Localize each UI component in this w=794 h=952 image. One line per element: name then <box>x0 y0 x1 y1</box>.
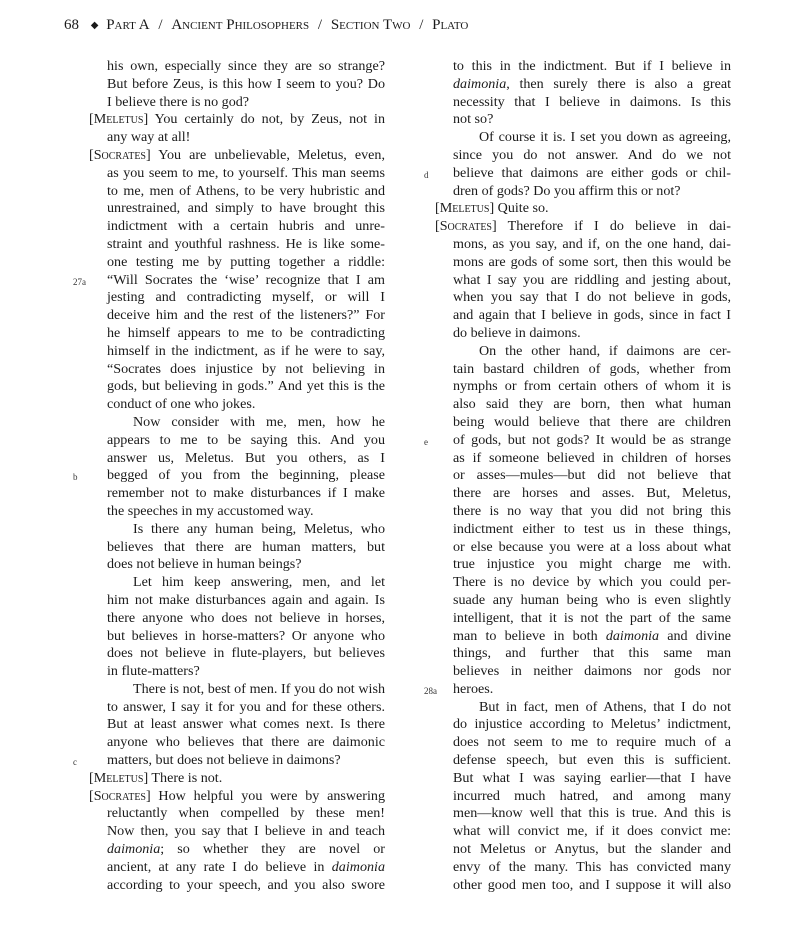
text-line <box>435 378 731 396</box>
line-text: jesting and contradicting myself, or will I <box>107 289 385 306</box>
text-line <box>73 271 385 290</box>
text-line <box>435 841 731 859</box>
line-text: daimonia, then surely there is also a great <box>453 75 731 92</box>
line-text: unrestrained, and simply to have brought this <box>107 200 385 217</box>
line-text: what I say you are riddling and jesting about, <box>453 271 731 288</box>
text-line <box>435 663 731 681</box>
text-line <box>435 289 731 307</box>
text-line <box>435 716 731 734</box>
line-text: anyone who believes that there are daimonic <box>107 734 385 751</box>
text-line <box>435 610 731 628</box>
text-line <box>89 574 385 592</box>
line-text: You are unbelievable, Meletus, even, <box>150 146 385 163</box>
text-line <box>424 680 731 699</box>
text-line <box>89 716 385 734</box>
line-text: or asses—mules—but did not believe that <box>453 467 731 484</box>
text-line <box>89 432 385 450</box>
line-text: any way at all! <box>107 129 191 146</box>
line-text: answer us, Meletus. But you others, as I <box>107 449 385 466</box>
line-text: deceive him and the rest of the listeners?” For <box>107 307 385 324</box>
speaker-label: [Socrates] <box>89 146 151 163</box>
line-text: On the other hand, if daimons are cer- <box>479 342 731 359</box>
text-line <box>435 805 731 823</box>
line-text: Now then, you say that I believe in and teach <box>107 823 385 840</box>
text-line <box>89 859 385 877</box>
text-line <box>89 503 385 521</box>
line-text: being would believe that there are children <box>453 413 731 430</box>
line-text: reluctantly when compelled by these men! <box>107 805 385 822</box>
line-text: does not believe in human beings? <box>107 556 302 573</box>
text-line <box>435 58 731 76</box>
text-line <box>89 734 385 752</box>
text-line <box>89 663 385 681</box>
line-text: Of course it is. I set you down as agreeing, <box>479 129 731 146</box>
header-author: Plato <box>432 17 469 33</box>
text-line <box>89 770 385 788</box>
line-text: himself in the indictment, as if he were to say, <box>107 342 385 359</box>
text-line <box>89 681 385 699</box>
header-separator: / <box>419 17 424 33</box>
line-text: incurred much hatred, and among many <box>453 787 731 804</box>
text-line <box>435 361 731 379</box>
text-line <box>435 111 731 129</box>
text-line <box>435 877 731 895</box>
header-separator: / <box>317 17 323 33</box>
line-text: indictment either to test us in these things, <box>453 520 731 537</box>
text-line <box>89 111 385 129</box>
running-header <box>64 17 468 34</box>
text-line <box>89 539 385 557</box>
line-text: and again that I believe in gods, since in fact I <box>453 307 731 324</box>
stephanus-marker: b <box>73 472 78 483</box>
line-text: straint and youthful rashness. He is like some- <box>107 235 385 252</box>
text-line <box>89 788 385 806</box>
text-line <box>89 254 385 272</box>
line-text: or else because you were at a loss about what <box>453 538 731 555</box>
text-line <box>89 450 385 468</box>
text-line <box>435 200 731 218</box>
line-text: defense speech, but even this is sufficient. <box>453 752 731 769</box>
text-line <box>435 485 731 503</box>
text-line <box>89 485 385 503</box>
line-text: since you do not answer. And do we not <box>453 146 731 163</box>
right-text-column <box>424 58 732 894</box>
text-line <box>435 343 731 361</box>
line-text: do believe in daimons. <box>453 324 581 341</box>
line-text: suade any human being who is even slightly <box>453 591 731 608</box>
line-text: does not believe in flute-players, but believes <box>107 645 385 662</box>
text-line <box>435 396 731 414</box>
header-section: Section Two <box>330 17 411 33</box>
line-text: daimonia; so whether they are novel or <box>107 841 385 858</box>
line-text: as you seem to me, to yourself. This man seems <box>107 164 385 181</box>
line-text: man to believe in both daimonia and divine <box>453 627 732 644</box>
line-text: not Meletus or Anytus, but the slander and <box>453 841 731 858</box>
line-text: Now consider with me, men, how he <box>133 413 385 430</box>
line-text: But in fact, men of Athens, that I do not <box>479 698 731 715</box>
text-line <box>89 628 385 646</box>
text-line <box>435 823 731 841</box>
text-line <box>435 450 731 468</box>
line-text: do injustice according to Meletus’ indictment, <box>453 716 731 733</box>
text-line <box>89 521 385 539</box>
line-text: mons are gods of some sort, then this would be <box>453 253 731 270</box>
text-line <box>435 76 731 94</box>
text-line <box>435 325 731 343</box>
line-text: necessity that I believe in daimons. Is this <box>453 93 731 110</box>
line-text: Is there any human being, Meletus, who <box>133 520 385 537</box>
line-text: believes in neither daimons nor gods nor <box>453 663 731 680</box>
line-text: There is not, best of men. If you do not wish <box>133 680 385 697</box>
text-line <box>435 129 731 147</box>
line-text: nymphs or from certain others of whom it is <box>453 378 731 395</box>
line-text: as if someone believed in children of horses <box>453 449 731 466</box>
text-line <box>435 272 731 290</box>
line-text: there anyone who does not believe in horses, <box>107 609 385 626</box>
line-text: begged of you from the beginning, please <box>107 467 385 484</box>
text-line <box>89 183 385 201</box>
line-text: There is not. <box>148 769 223 786</box>
diamond-ornament-icon: ◆ <box>90 20 99 31</box>
line-text: what will convict me, if it does convict me: <box>453 823 731 840</box>
text-line <box>435 859 731 877</box>
text-line <box>435 414 731 432</box>
left-text-column <box>73 58 385 894</box>
line-text: Let him keep answering, men, and let <box>133 574 385 591</box>
text-line <box>89 877 385 895</box>
speaker-label: [Meletus] <box>435 200 495 217</box>
text-line <box>89 307 385 325</box>
line-text: matters, but does not believe in daimons? <box>107 752 341 769</box>
text-line <box>89 58 385 76</box>
line-text: I believe there is no god? <box>107 93 250 110</box>
text-line <box>435 147 731 165</box>
text-line <box>435 734 731 752</box>
text-line <box>73 467 385 485</box>
header-separator: / <box>158 17 163 33</box>
line-text: heroes. <box>453 680 494 697</box>
text-line <box>89 414 385 432</box>
text-line <box>89 289 385 307</box>
text-line <box>424 431 731 450</box>
line-text: other good men too, and I suppose it will also <box>453 876 731 893</box>
line-text: but believes in horse-matters? Or anyone who <box>107 627 385 644</box>
text-line <box>435 94 731 112</box>
text-line <box>89 200 385 218</box>
line-text: envy of the many. This has convicted many <box>453 858 731 875</box>
line-text: believe that daimons are either gods or chil- <box>453 164 731 181</box>
line-text: of gods, but not gods? It would be as strange <box>453 431 731 448</box>
header-part: Part A <box>106 17 150 33</box>
text-line <box>435 503 731 521</box>
line-text: the speeches in my accustomed way. <box>107 502 314 519</box>
line-text: to answer, I say it for you and for these others. <box>107 698 385 715</box>
line-text: there is no way that you did not bring this <box>453 502 731 519</box>
text-line <box>435 628 731 646</box>
line-text: in flute-matters? <box>107 663 200 680</box>
text-line <box>89 645 385 663</box>
text-line <box>435 592 731 610</box>
line-text: his own, especially since they are so strange? <box>107 58 385 74</box>
text-line <box>89 147 385 165</box>
line-text: he himself appears to me to be contradicting <box>107 324 385 341</box>
stephanus-marker: c <box>73 757 77 768</box>
line-text: also said they are born, then what human <box>453 396 731 413</box>
line-text: him not make disturbances again and again. Is <box>107 591 385 608</box>
line-text: one testing me by putting together a riddle: <box>107 253 385 270</box>
line-text: Quite so. <box>494 200 549 217</box>
header-book: Ancient Philosophers <box>171 17 310 33</box>
text-line <box>435 556 731 574</box>
text-line <box>89 805 385 823</box>
text-line <box>435 218 731 236</box>
line-text: gods, but believing in gods.” And yet this is the <box>107 378 385 395</box>
text-line <box>89 841 385 859</box>
line-text: But before Zeus, is this how I seem to you? Do <box>107 75 385 92</box>
speaker-label: [Socrates] <box>89 787 151 804</box>
line-text: conduct of one who jokes. <box>107 396 256 413</box>
text-line <box>73 752 385 770</box>
line-text: indictment with a certain hubris and unre- <box>107 218 385 235</box>
text-line <box>89 556 385 574</box>
stephanus-marker: 27a <box>73 276 86 287</box>
line-text: according to your speech, and you also swore <box>107 876 385 893</box>
text-line <box>89 129 385 147</box>
text-line <box>89 378 385 396</box>
line-text: You certainly do not, by Zeus, not in <box>148 111 385 128</box>
text-line <box>435 236 731 254</box>
line-text: there are horses and asses. But, Meletus, <box>453 485 731 502</box>
line-text: There is no device by which you could per- <box>453 574 731 591</box>
line-text: true injustice you might charge me with. <box>453 556 731 573</box>
line-text: appears to me to be saying this. And you <box>107 431 385 448</box>
speaker-label: [Meletus] <box>89 769 149 786</box>
text-line <box>435 467 731 485</box>
line-text: “Socrates does injustice by not believing in <box>107 360 385 377</box>
text-line <box>89 94 385 112</box>
text-line <box>89 592 385 610</box>
page-number: 68 <box>64 17 79 33</box>
speaker-label: [Socrates] <box>435 218 497 235</box>
line-text: tain bastard children of gods, whether from <box>453 360 731 377</box>
text-line <box>89 610 385 628</box>
text-line <box>435 307 731 325</box>
line-text: Therefore if I do believe in dai- <box>496 218 731 235</box>
text-line <box>424 164 731 183</box>
line-text: ancient, at any rate I do believe in daimonia <box>107 858 385 875</box>
text-line <box>89 823 385 841</box>
line-text: remember not to make disturbances if I make <box>107 485 385 502</box>
text-line <box>435 183 731 201</box>
text-line <box>435 574 731 592</box>
line-text: “Will Socrates the ‘wise’ recognize that I am <box>107 271 385 288</box>
text-line <box>89 343 385 361</box>
text-line <box>435 645 731 663</box>
text-line <box>435 770 731 788</box>
text-line <box>435 254 731 272</box>
text-line <box>89 325 385 343</box>
text-line <box>89 361 385 379</box>
stephanus-marker: 28a <box>424 685 437 696</box>
text-line <box>435 521 731 539</box>
line-text: mons, as you say, and if, on the one hand, dai- <box>453 235 731 252</box>
text-line <box>89 236 385 254</box>
text-line <box>89 218 385 236</box>
text-line <box>89 165 385 183</box>
line-text: not so? <box>453 111 494 128</box>
line-text: But what I was saying earlier—that I have <box>453 769 731 786</box>
line-text: intelligent, that it is not the part of the same <box>453 609 731 626</box>
text-line <box>89 699 385 717</box>
line-text: does not seem to me to require much of a <box>453 734 731 751</box>
text-line <box>435 788 731 806</box>
line-text: when you say that I do not believe in gods, <box>453 289 731 306</box>
text-line <box>435 752 731 770</box>
text-line <box>89 396 385 414</box>
line-text: believes that there are human matters, but <box>107 538 385 555</box>
speaker-label: [Meletus] <box>89 111 149 128</box>
stephanus-marker: d <box>424 169 429 180</box>
line-text: dren of gods? Do you affirm this or not? <box>453 182 681 199</box>
line-text: to me, men of Athens, to be very hubristic and <box>107 182 385 199</box>
line-text: But at least answer what comes next. Is there <box>107 716 385 733</box>
text-line <box>89 76 385 94</box>
line-text: How helpful you were by answering <box>150 787 385 804</box>
text-line <box>435 699 731 717</box>
line-text: things, and further that this same man <box>453 645 731 662</box>
line-text: men—know well that this is true. And this is <box>453 805 731 822</box>
text-line <box>435 539 731 557</box>
line-text: to this in the indictment. But if I believe in <box>453 58 731 74</box>
stephanus-marker: e <box>424 436 428 447</box>
